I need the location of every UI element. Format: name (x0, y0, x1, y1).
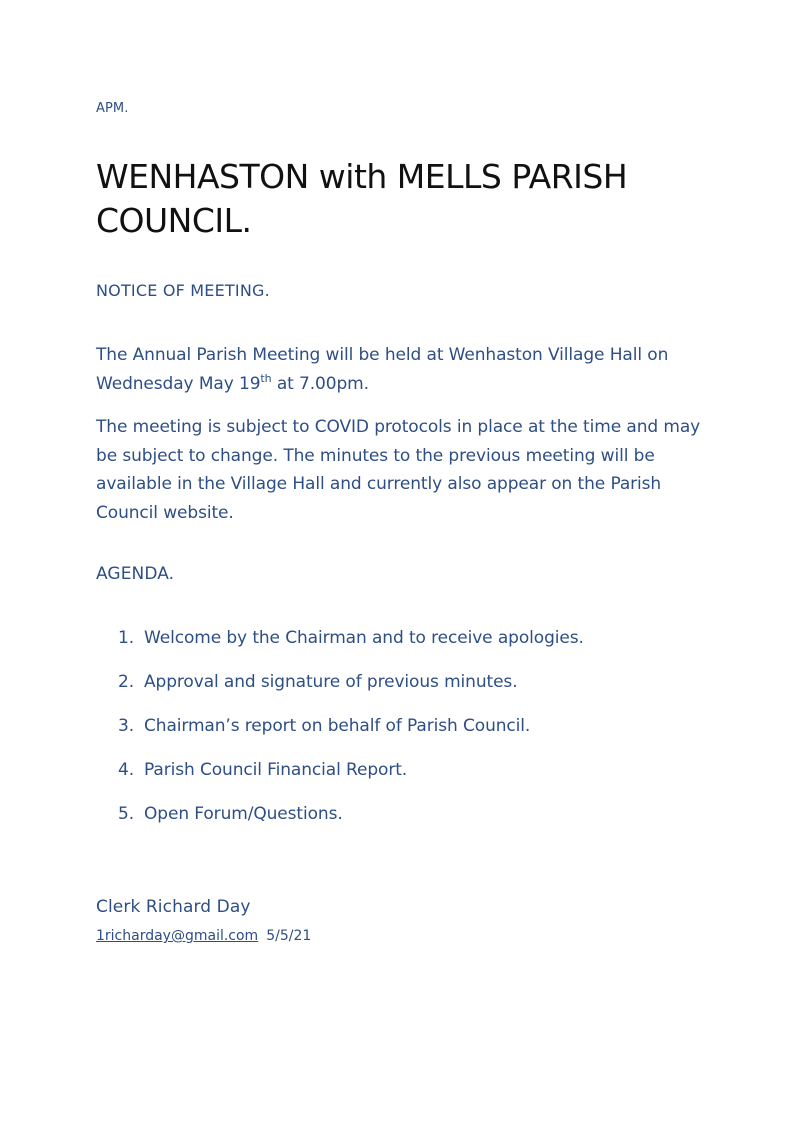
agenda-item-text: Open Forum/Questions. (144, 804, 343, 824)
announcement-text: The Annual Parish Meeting will be held at Wenhaston Village Hall on Wednesday May 19 (96, 345, 669, 394)
agenda-item-number: 3. (118, 716, 135, 736)
agenda-item-text: Approval and signature of previous minutes. (144, 672, 518, 692)
agenda-item (118, 670, 584, 714)
agenda-item-number: 5. (118, 804, 135, 824)
contact-line (96, 928, 311, 944)
meeting-announcement (96, 341, 706, 398)
agenda-item (118, 626, 584, 670)
agenda-item (118, 714, 584, 758)
document-title: WENHASTON with MELLS PARISH COUNCIL. (96, 157, 628, 240)
agenda-heading: AGENDA. (96, 564, 175, 584)
agenda-item-number: 2. (118, 672, 135, 692)
agenda-item-text: Welcome by the Chairman and to receive apologies. (144, 628, 584, 648)
agenda-item-text: Parish Council Financial Report. (144, 760, 408, 780)
covid-notice-paragraph: The meeting is subject to COVID protocols in place at the time and may be subject to change. The minutes to the previous meeting will be available in the Village Hall and currently also appear on the Parish Council website. (96, 417, 701, 523)
agenda-item (118, 758, 584, 802)
document-header-tag: APM. (96, 101, 129, 116)
agenda-item-number: 4. (118, 760, 135, 780)
document-date: 5/5/21 (266, 928, 312, 944)
agenda-list (118, 626, 584, 846)
notice-heading: NOTICE OF MEETING. (96, 281, 270, 300)
announcement-time: at 7.00pm. (271, 373, 369, 394)
clerk-signature: Clerk Richard Day (96, 897, 251, 917)
agenda-item-number: 1. (118, 628, 135, 648)
agenda-item-text: Chairman’s report on behalf of Parish Council. (144, 716, 531, 736)
email-link[interactable]: 1richarday@gmail.com (96, 928, 259, 944)
ordinal-suffix: th (260, 371, 272, 385)
agenda-item (118, 802, 584, 846)
